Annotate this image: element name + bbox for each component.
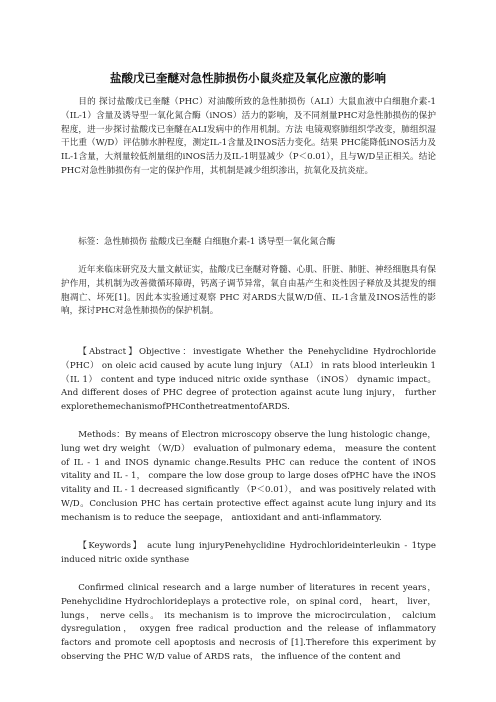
keywords-chinese: 标签：急性肺损伤 盐酸戊已奎醚 白细胞介素-1 诱导型一氧化氮合酶: [78, 237, 336, 247]
abstract-chinese: 目的 探讨盐酸戊已奎醚（PHC）对油酸所致的急性肺损伤（ALI）大鼠血液中白细胞介素-1（IL-1）含量及诱导型一氧化氮合酶（iNOS）活力的影响，及不同剂量PHC对急性肺损伤的保护程度，进一步探讨盐酸戊已奎醚在ALI发病中的作用机制。方法 电镜观察肺组织学改变，肺组织湿干比重（W/D）评估肺水肿程度，测定IL-1含量及INOS活力变化。结果 PHC能降低iNOS活力及IL-1含量，大剂量较低剂量组的iNOS活力及IL-1明显减少（P＜0.01），且与W/D呈正相关。结论 PHC对急性肺损伤有一定的保护作用，其机制是减少组织渗出，抗氧化及抗炎症。: [61, 97, 436, 176]
keywords-english-text: acute lung injuryPenehyclidine Hydrochlorideinterleukin - 1type induced nitric oxide synthase: [61, 541, 436, 565]
abstract-english: [61, 346, 436, 415]
methods-results-english: Methods：By means of Electron microscopy observe the lung histologic change， lung wet dry weight （W/D） evaluation of pulmonary edema， measure the content of IL - 1 and INOS dynamic change.Results PHC can reduce the content of iNOS vitality and IL - 1， compare the low dose group to large doses ofPHC have the iNOS vitality and IL - 1 decreased significantly （P＜0.01）， and was positively related with W/D。Conclusion PHC has certain protective effect against acute lung injury and its mechanism is to reduce the seepage， antioxidant and anti-inflammatory.: [61, 430, 436, 523]
page-title: 盐酸戊已奎醚对急性肺损伤小鼠炎症及氧化应激的影响: [110, 71, 386, 85]
introduction-chinese: 近年来临床研究及大量文献证实，盐酸戊已奎醚对脊髓、心肌、肝脏、肺脏、神经细胞具有保护作用，其机制为改善微循环障碍，钙离子调节异常，氧自由基产生和炎性因子释放及其提发的细胞凋亡、坏死[1]。因此本实验通过观察 PHC 对ARDS大鼠W/D值、IL-1含量及INOS活性的影响，探讨PHC对急性肺损伤的保护机制。: [61, 265, 436, 317]
abstract-english-text: Objective：investigate Whether the Penehyclidine Hydrochloride （PHC） on oleic acid caused by acute lung injury （ALI） in rats blood interleukin 1（IL 1） content and type induced nitric oxide synthase （iNOS） dynamic impact。And different doses of PHC degree of protection against acute lung injury， further explorethemechanismofPHConthetreatmentofARDS.: [61, 347, 436, 413]
introduction-english: Confirmed clinical research and a large number of literatures in recent years，Penehyclidine Hydrochlorideplays a protective role，on spinal cord， heart， liver，lungs， nerve cells。 its mechanism is to improve the microcirculation， calcium dysregulation， oxygen free radical production and the release of inflammatory factors and promote cell apoptosis and necrosis of [1].Therefore this experiment by observing the PHC W/D value of ARDS rats， the influence of the content and: [61, 583, 436, 662]
keywords-english: [61, 540, 436, 568]
keywords-english-label: 【Keywords】: [78, 541, 143, 551]
abstract-english-label: 【Abstract】: [78, 347, 139, 357]
